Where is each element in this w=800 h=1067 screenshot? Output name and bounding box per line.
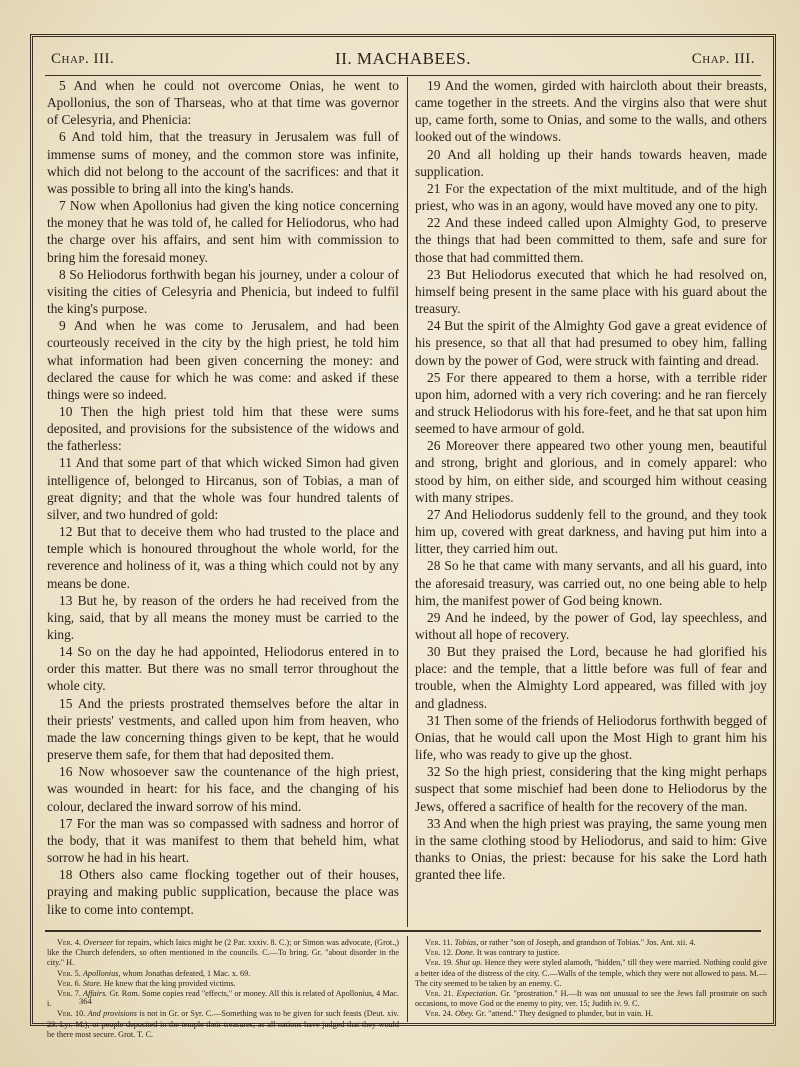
- footnote: [47, 938, 399, 969]
- footnote-term: Overseer: [83, 938, 114, 947]
- footnotes-left-column: [47, 938, 400, 1039]
- footnotes-right-column: [415, 938, 767, 1022]
- verse: 11 And that some part of that which wicked Simon had given intelligence of, belonged to Hircanus, son of Tobias, a man of great dignity; and that the whole was four hundred talents of silver, and two hundred of gold:: [47, 455, 399, 522]
- footnote-ref: Ver. 21.: [425, 989, 454, 999]
- footnote-ref: Ver. 10.: [57, 1009, 86, 1019]
- footnote-ref: Ver. 6.: [57, 978, 81, 988]
- book-title: II. MACHABEES.: [335, 49, 471, 68]
- footnote-term: Tobias,: [454, 938, 479, 947]
- footnote-text: whom Jonathas defeated, 1 Mac. x. 69.: [122, 968, 251, 978]
- footnote: [415, 958, 767, 989]
- footnote-term: And provisions: [87, 1009, 137, 1019]
- verse: 23 But Heliodorus executed that which he had resolved on, himself being present in the same place with his guard about the treasury.: [415, 266, 767, 317]
- column-divider: [407, 77, 408, 927]
- footnote-ref: Ver. 4.: [57, 938, 81, 947]
- footnote-text: Gr. Rom. Some copies read "effects," or money. All this is related of Apollonius, 4 Mac. i.: [47, 989, 399, 1009]
- verse: 13 But he, by reason of the orders he had received from the king, said, that by all means the money must be carried to the king.: [47, 592, 399, 642]
- verse: 6 And told him, that the treasury in Jerusalem was full of immense sums of money, and the common store was infinite, which did not belong to the account of the sacrifices: and that it was possible to bring all into the king's hands.: [47, 129, 399, 196]
- footnote-text: is not in Gr. or Syr. C.—Something was to be given for such feasts (Deut. xiv. 23. Lyr. M.); or people deposited in the temple their treasures; as all nations have judged that they would be there most secure. Grot. T. C.: [47, 1009, 399, 1039]
- footnote-text: Gr. "prostration." H.—It was not unusual to see the Jews fall prostrate on such occasions, to move God or the enemy to pity, ver. 15; Judith iv. 9. C.: [415, 989, 767, 1009]
- chapter-label-right: Chap. III.: [691, 51, 755, 67]
- footnote-ref: Ver. 24.: [425, 1009, 453, 1019]
- footnote-term: Store.: [82, 978, 102, 988]
- verse: 8 So Heliodorus forthwith began his journey, under a colour of visiting the cities of Celesyria and Phenicia, but indeed to fulfil the king's purpose.: [47, 266, 399, 317]
- verse: 16 Now whosoever saw the countenance of the high priest, was wounded in heart: for his face, and the changing of his colour, declared the inward sorrow of his mind.: [47, 764, 399, 814]
- verse: 14 So on the day he had appointed, Heliodorus entered in to order this matter. But there was no small terror throughout the whole city.: [47, 644, 399, 694]
- verse: 5 And when he could not overcome Onias, he went to Apollonius, the son of Tharseas, who at that time was governor of Celesyria, and Phenicia:: [47, 78, 399, 128]
- left-column: [47, 77, 399, 927]
- footnote-text: or rather "son of Joseph, and grandson of Tobias." Jos. Ant. xii. 4.: [480, 938, 696, 947]
- verse: 19 And the women, girded with haircloth about their breasts, came together in the streets. And the virgins also that were shut up, came forth, some to Onias, and some to the walls, and others looked out of the windows.: [415, 78, 767, 145]
- footnote-text: Hence they were styled alamoth, "hidden," till they were married. Nothing could give a better idea of the distress of the city. C.—Walls of the temple, which they were not allowed to pass. M.—The city seemed to be taken by an enemy. C.: [415, 958, 767, 988]
- verse: 29 And he indeed, by the power of God, lay speechless, and without all hope of recovery.: [415, 609, 767, 642]
- footnote: [47, 979, 399, 989]
- page-frame: [30, 34, 776, 1039]
- verse: 30 But they praised the Lord, because he had glorified his place: and the temple, that a little before was full of fear and trouble, when the Almighty Lord appeared, was filled with joy and gladness.: [415, 644, 767, 711]
- text-columns: [45, 77, 767, 927]
- running-header: [45, 45, 761, 76]
- footnote-text: for repairs, which laics might be (2 Par. xxxiv. 8. C.); or Simon was advocate, (Grot.,) like the Church defenders, so often mentioned in the councils. C.—To bring. Gr. "about disorder in the city." H.: [47, 938, 400, 968]
- footnotes: [45, 930, 767, 1039]
- footnote-text: Gr. "attend." They designed to plunder, but in vain. H.: [475, 1009, 654, 1019]
- verse: 17 For the man was so compassed with sadness and horror of the body, that it was manifest to them that beheld him, what sorrow he had in his heart.: [47, 815, 399, 866]
- verse: 22 And these indeed called upon Almighty God, to preserve the things that had been committed to them, safe and sure for those that had committed them.: [415, 215, 767, 265]
- verse: 9 And when he was come to Jerusalem, and had been courteously received in the city by the high priest, he told him what information had been given concerning the money: and declared the cause for which he was come: and asked if these things were so indeed.: [47, 318, 399, 402]
- footnote: [415, 948, 767, 958]
- footnote-term: Done.: [454, 948, 475, 958]
- chapter-label-left: Chap. III.: [51, 51, 115, 67]
- verse: 31 Then some of the friends of Heliodorus forthwith begged of Onias, that he would call upon the Most High to grant him his life, who was ready to give up the ghost.: [415, 712, 767, 763]
- verse: 25 For there appeared to them a horse, with a terrible rider upon him, adorned with a very rich covering: and he ran fiercely and struck Heliodorus with his fore-feet, and he that sat upon him seemed to have armour of gold.: [415, 369, 767, 437]
- footnote-text: It was contrary to justice.: [476, 948, 560, 958]
- verse: 12 But that to deceive them who had trusted to the place and temple which is honoured throughout the whole world, for the reverence and holiness of it, was a thing which could not by any means be done.: [47, 524, 399, 591]
- footnote-term: Expectation.: [456, 989, 498, 999]
- footnote-term: Affairs.: [82, 989, 108, 999]
- footnote-ref: Ver. 12.: [425, 948, 453, 958]
- footnote: [415, 989, 767, 1009]
- footnote-text: He knew that the king provided victims.: [103, 978, 236, 988]
- verse: 15 And the priests prostrated themselves before the altar in their priests' vestments, and called upon him from heaven, who made the law concerning things given to be kept, that he would preserve them safe, for them that had deposited them.: [47, 695, 399, 763]
- footnote: [415, 1009, 767, 1019]
- footnote: [47, 969, 399, 979]
- footnote-divider: [407, 936, 408, 1022]
- footnote-term: Shut up.: [455, 958, 483, 968]
- verse: 27 And Heliodorus suddenly fell to the ground, and they took him up, covered with great darkness, and having put him into a litter, they carried him out.: [415, 506, 767, 557]
- footnote-ref: Ver. 19.: [425, 958, 454, 968]
- page-number: 364: [79, 996, 92, 1006]
- footnote-ref: Ver. 7.: [57, 989, 81, 999]
- footnote-ref: Ver. 11.: [425, 938, 453, 947]
- footnote-ref: Ver. 5.: [57, 968, 81, 978]
- footnote-term: Obey.: [454, 1009, 474, 1019]
- footnote-term: Apollonius,: [82, 968, 121, 978]
- verse: 20 And all holding up their hands towards heaven, made supplication.: [415, 146, 767, 179]
- verse: 24 But the spirit of the Almighty God gave a great evidence of his presence, so that all that had presumed to obey him, falling down by the power of God, were struck with fainting and dread.: [415, 318, 767, 368]
- verse: 33 And when the high priest was praying, the same young men in the same clothing stood by Heliodorus, and said to him: Give thanks to Onias, the priest: because for his sake the Lord hath granted thee life.: [415, 815, 767, 883]
- verse: 18 Others also came flocking together out of their houses, praying and making public supplication, because the place was like to come into contempt.: [47, 867, 399, 917]
- verse: 28 So he that came with many servants, and all his guard, into the aforesaid treasury, was carried out, no one being able to help him, the manifest power of God being known.: [415, 558, 767, 608]
- verse: 32 So the high priest, considering that the king might perhaps suspect that some mischief had been done to Heliodorus by the Jews, offered a sacrifice of health for the recovery of the man.: [415, 764, 767, 814]
- right-column: [415, 77, 767, 927]
- footnote: [415, 938, 767, 948]
- verse: 26 Moreover there appeared two other young men, beautiful and strong, bright and glorious, and in comely apparel: who stood by him, on either side, and scourged him without ceasing with many stripes.: [415, 438, 767, 505]
- verse: 10 Then the high priest told him that these were sums deposited, and provisions for the subsistence of the widows and the fatherless:: [47, 403, 399, 454]
- footnote: [47, 1009, 399, 1040]
- verse: 21 For the expectation of the mixt multitude, and of the high priest, who was in an agony, would have moved any one to pity.: [415, 180, 767, 214]
- verse: 7 Now when Apollonius had given the king notice concerning the money that he was told of, he called for Heliodorus, who had the charge over his affairs, and sent him with commission to bring him the foresaid money.: [47, 198, 399, 265]
- footnote: [47, 989, 399, 1009]
